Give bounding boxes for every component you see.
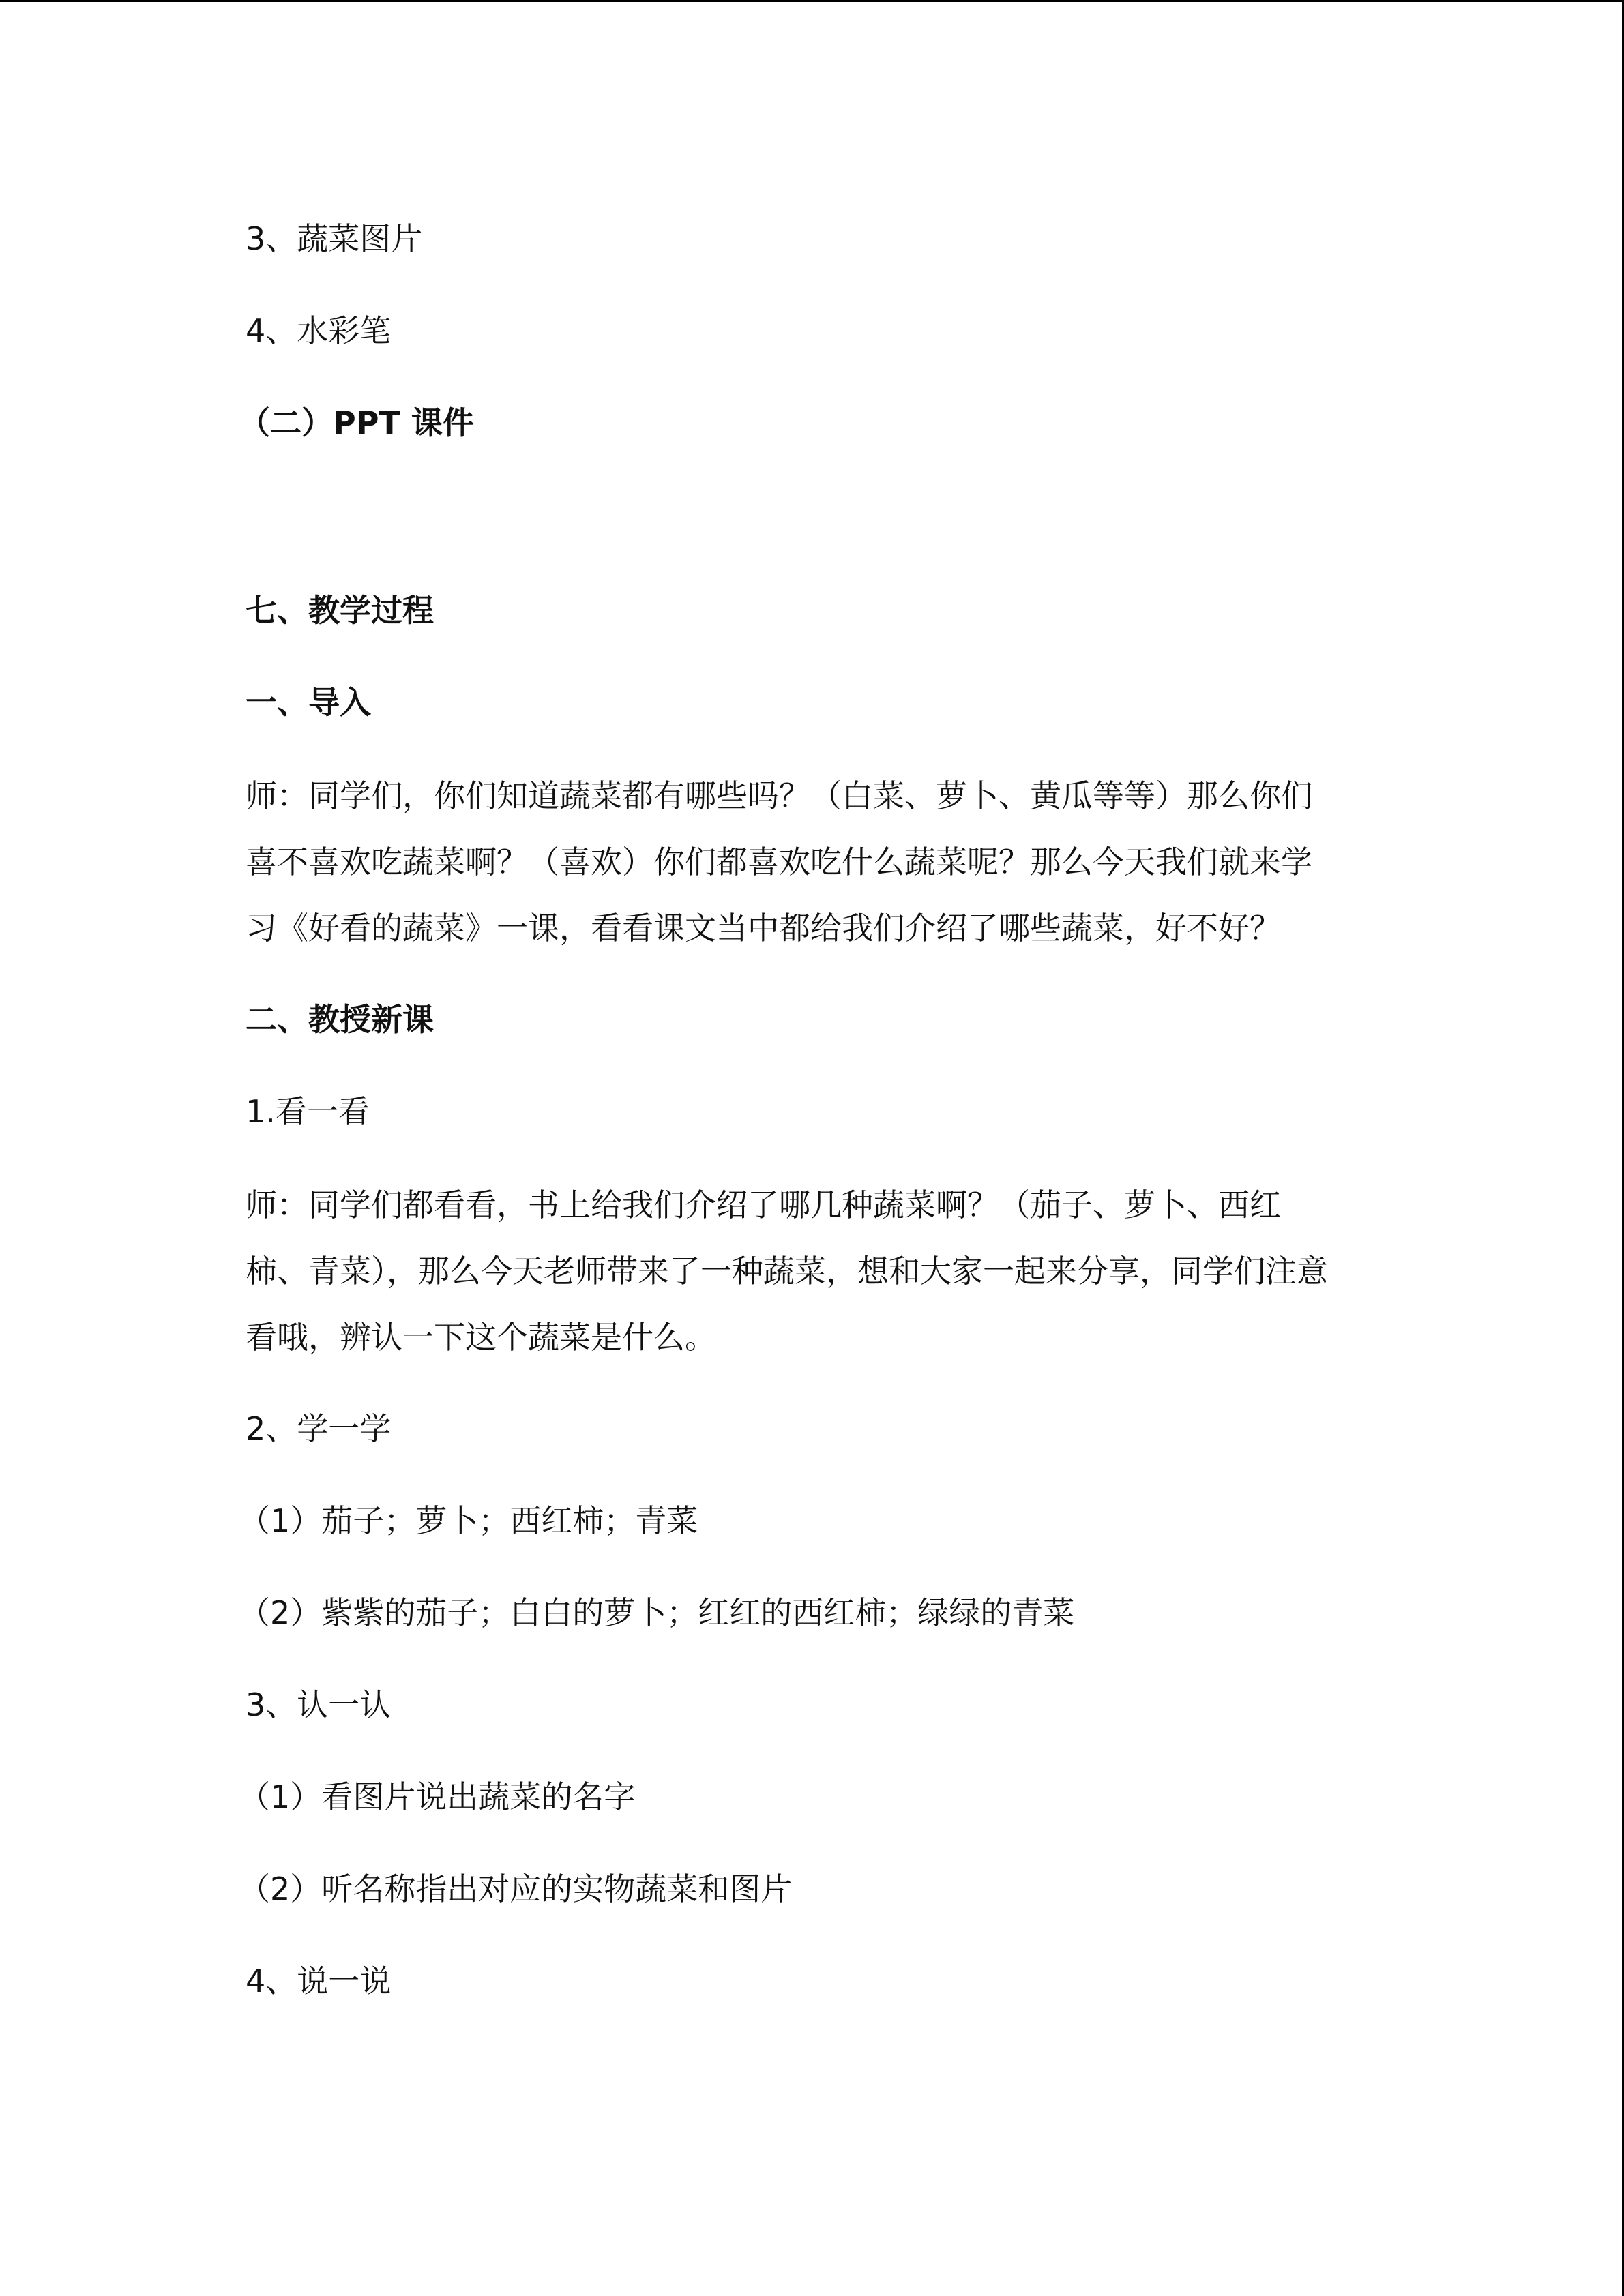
heading-new-lesson: 二、教授新课 — [246, 1001, 434, 1038]
section-ppt-courseware: （二）PPT 课件 — [239, 404, 474, 441]
intro-paragraph — [246, 763, 1405, 961]
look-paragraph-line: 师：同学们都看看，书上给我们介绍了哪几种蔬菜啊？（茄子、萝卜、西红 — [246, 1187, 1281, 1223]
step-learn: 2、学一学 — [246, 1410, 392, 1447]
learn-item-1: （1）茄子；萝卜；西红柿；青菜 — [239, 1502, 698, 1539]
step-look: 1.看一看 — [246, 1093, 370, 1130]
look-paragraph-line: 看哦，辨认一下这个蔬菜是什么。 — [246, 1319, 716, 1356]
step-speak: 4、说一说 — [246, 1963, 392, 1999]
intro-paragraph-line: 师：同学们，你们知道蔬菜都有哪些吗？（白菜、萝卜、黄瓜等等）那么你们 — [246, 777, 1312, 814]
recognize-item-1: （1）看图片说出蔬菜的名字 — [239, 1778, 636, 1815]
heading-intro: 一、导入 — [246, 684, 371, 721]
recognize-item-2: （2）听名称指出对应的实物蔬菜和图片 — [239, 1870, 793, 1907]
intro-paragraph-line: 喜不喜欢吃蔬菜啊？（喜欢）你们都喜欢吃什么蔬菜呢？那么今天我们就来学 — [246, 844, 1312, 880]
heading-teaching-process: 七、教学过程 — [246, 592, 434, 629]
list-item-watercolor-pens: 4、水彩笔 — [246, 312, 392, 349]
list-item-vegetable-pictures: 3、蔬菜图片 — [246, 220, 423, 257]
look-paragraph — [246, 1172, 1405, 1371]
intro-paragraph-line: 习《好看的蔬菜》一课，看看课文当中都给我们介绍了哪些蔬菜，好不好？ — [246, 910, 1281, 946]
look-paragraph-line: 柿、青菜），那么今天老师带来了一种蔬菜，想和大家一起来分享，同学们注意 — [246, 1253, 1328, 1289]
step-recognize: 3、认一认 — [246, 1686, 392, 1723]
learn-item-2: （2）紫紫的茄子；白白的萝卜；红红的西红柿；绿绿的青菜 — [239, 1594, 1075, 1631]
